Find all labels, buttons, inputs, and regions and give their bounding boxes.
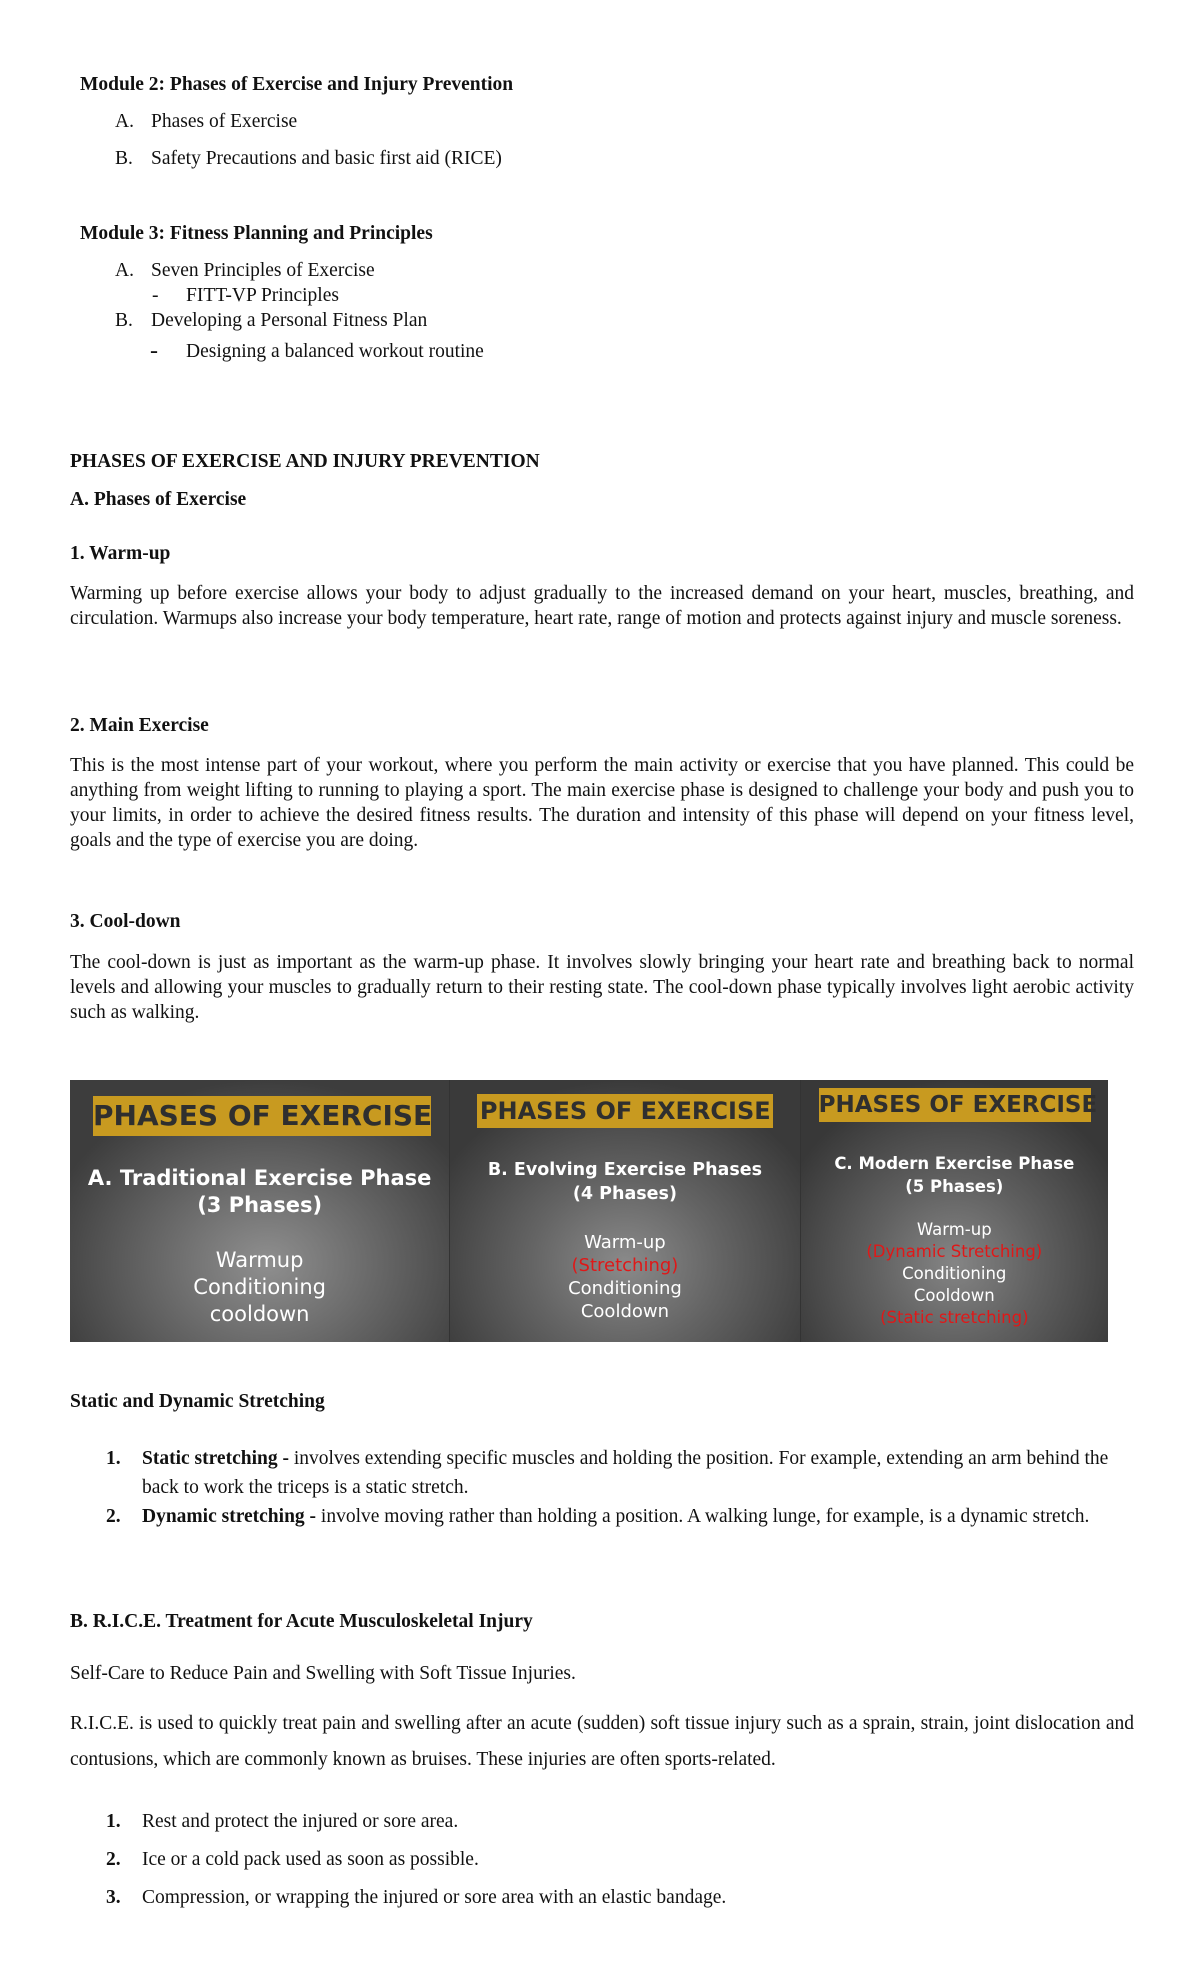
banner-item: Warm-up — [584, 1232, 666, 1253]
banner-subtitle: (4 Phases) — [572, 1184, 677, 1204]
stretching-heading: Static and Dynamic Stretching — [70, 1391, 325, 1412]
stretching-item-number: 1. — [106, 1448, 121, 1469]
module-2-item-b-marker: B. — [115, 148, 133, 169]
banner-title: A. Traditional Exercise Phase — [87, 1166, 432, 1190]
stretching-term: Dynamic stretching - — [142, 1506, 317, 1527]
stretching-item-dynamic — [142, 1502, 1134, 1531]
cooldown-heading: 3. Cool-down — [70, 911, 181, 932]
banner-badge: PHASES OF EXERCISE — [93, 1096, 431, 1136]
banner-title: C. Modern Exercise Phase — [834, 1154, 1075, 1173]
stretching-definition: involve moving rather than holding a position. A walking lunge, for example, is a dynamic stretch. — [316, 1506, 1090, 1527]
stretching-item-static — [142, 1444, 1134, 1502]
rice-step-compression: Compression, or wrapping the injured or sore area with an elastic bandage. — [142, 1887, 727, 1908]
rice-step-number: 3. — [106, 1887, 121, 1908]
banner-item: Conditioning — [902, 1264, 1007, 1283]
module-2-item-a: Phases of Exercise — [151, 111, 298, 132]
banner-item-highlight: (Stretching) — [571, 1255, 679, 1276]
banner-panel-evolving — [449, 1080, 799, 1342]
cooldown-paragraph: The cool-down is just as important as the warm-up phase. It involves slowly bringing your heart rate and breathing back to normal levels and allowing your muscles to gradually return to their resting state. The cool-down phase typically involves light aerobic activity such as walking. — [70, 952, 1134, 1023]
banner-badge: PHASES OF EXERCISE — [819, 1088, 1091, 1122]
module-3-item-b: Developing a Personal Fitness Plan — [151, 310, 428, 331]
module-3-title: Module 3: Fitness Planning and Principles — [80, 223, 433, 244]
module-2-item-a-marker: A. — [115, 111, 134, 132]
rice-paragraph: R.I.C.E. is used to quickly treat pain and swelling after an acute (sudden) soft tissue injury such as a sprain, strain, joint dislocation and contusions, which are commonly known as bruises. These injuries are often sports-related. — [70, 1713, 1134, 1770]
phases-of-exercise-banner — [70, 1080, 1108, 1342]
banner-panel-traditional — [70, 1080, 449, 1342]
banner-panel-modern — [800, 1080, 1108, 1342]
rice-step-ice: Ice or a cold pack used as soon as possible. — [142, 1849, 479, 1870]
banner-badge: PHASES OF EXERCISE — [477, 1094, 773, 1128]
banner-title: B. Evolving Exercise Phases — [487, 1160, 763, 1180]
banner-item: cooldown — [209, 1302, 310, 1326]
section-subtitle: A. Phases of Exercise — [70, 489, 247, 510]
stretching-item-number: 2. — [106, 1506, 121, 1527]
warmup-paragraph: Warming up before exercise allows your body to adjust gradually to the increased demand on your heart, muscles, breathing, and circulation. Warmups also increase your body temperature, heart rate, range of motion and protects against injury and muscle soreness. — [70, 583, 1134, 629]
banner-item: Conditioning — [193, 1275, 326, 1299]
rice-intro: Self-Care to Reduce Pain and Swelling with Soft Tissue Injuries. — [70, 1663, 576, 1684]
banner-item: Cooldown — [913, 1286, 995, 1305]
module-3-item-a-marker: A. — [115, 260, 134, 281]
rice-step-number: 1. — [106, 1811, 121, 1832]
banner-item: Warmup — [215, 1248, 304, 1272]
banner-item: Conditioning — [568, 1278, 682, 1299]
section-title: PHASES OF EXERCISE AND INJURY PREVENTION — [70, 451, 540, 472]
banner-item-highlight: (Dynamic Stretching) — [866, 1242, 1043, 1261]
banner-subtitle: (3 Phases) — [197, 1193, 323, 1217]
module-3-item-b-marker: B. — [115, 310, 133, 331]
warmup-heading: 1. Warm-up — [70, 543, 171, 564]
module-3-sub-b-marker: - — [150, 338, 158, 364]
module-2-title: Module 2: Phases of Exercise and Injury Prevention — [80, 74, 514, 95]
main-exercise-paragraph: This is the most intense part of your workout, where you perform the main activity or exercise that you have planned. This could be anything from weight lifting to running to playing a sport. The main exercise phase is designed to challenge your body and push you to your limits, in order to achieve the desired fitness results. The duration and intensity of this phase will depend on your fitness level, goals and the type of exercise you are doing. — [70, 755, 1134, 851]
rice-step-number: 2. — [106, 1849, 121, 1870]
rice-step-rest: Rest and protect the injured or sore area. — [142, 1811, 459, 1832]
module-3-item-a: Seven Principles of Exercise — [151, 260, 375, 281]
module-3-sub-a-marker: - — [152, 285, 159, 306]
module-2-item-b: Safety Precautions and basic first aid (RICE) — [151, 148, 502, 169]
stretching-definition: involves extending specific muscles and holding the position. For example, extending an arm behind the back to work the triceps is a static stretch. — [142, 1448, 1109, 1498]
banner-item: Warm-up — [916, 1220, 992, 1239]
stretching-term: Static stretching - — [142, 1448, 289, 1469]
module-3-sub-b: Designing a balanced workout routine — [186, 341, 484, 362]
banner-item: Cooldown — [580, 1301, 670, 1322]
module-3-sub-a: FITT-VP Principles — [186, 285, 339, 306]
banner-item-highlight: (Static stretching) — [880, 1308, 1029, 1327]
main-exercise-heading: 2. Main Exercise — [70, 715, 209, 736]
rice-heading: B. R.I.C.E. Treatment for Acute Musculoskeletal Injury — [70, 1611, 533, 1632]
banner-subtitle: (5 Phases) — [905, 1177, 1004, 1196]
